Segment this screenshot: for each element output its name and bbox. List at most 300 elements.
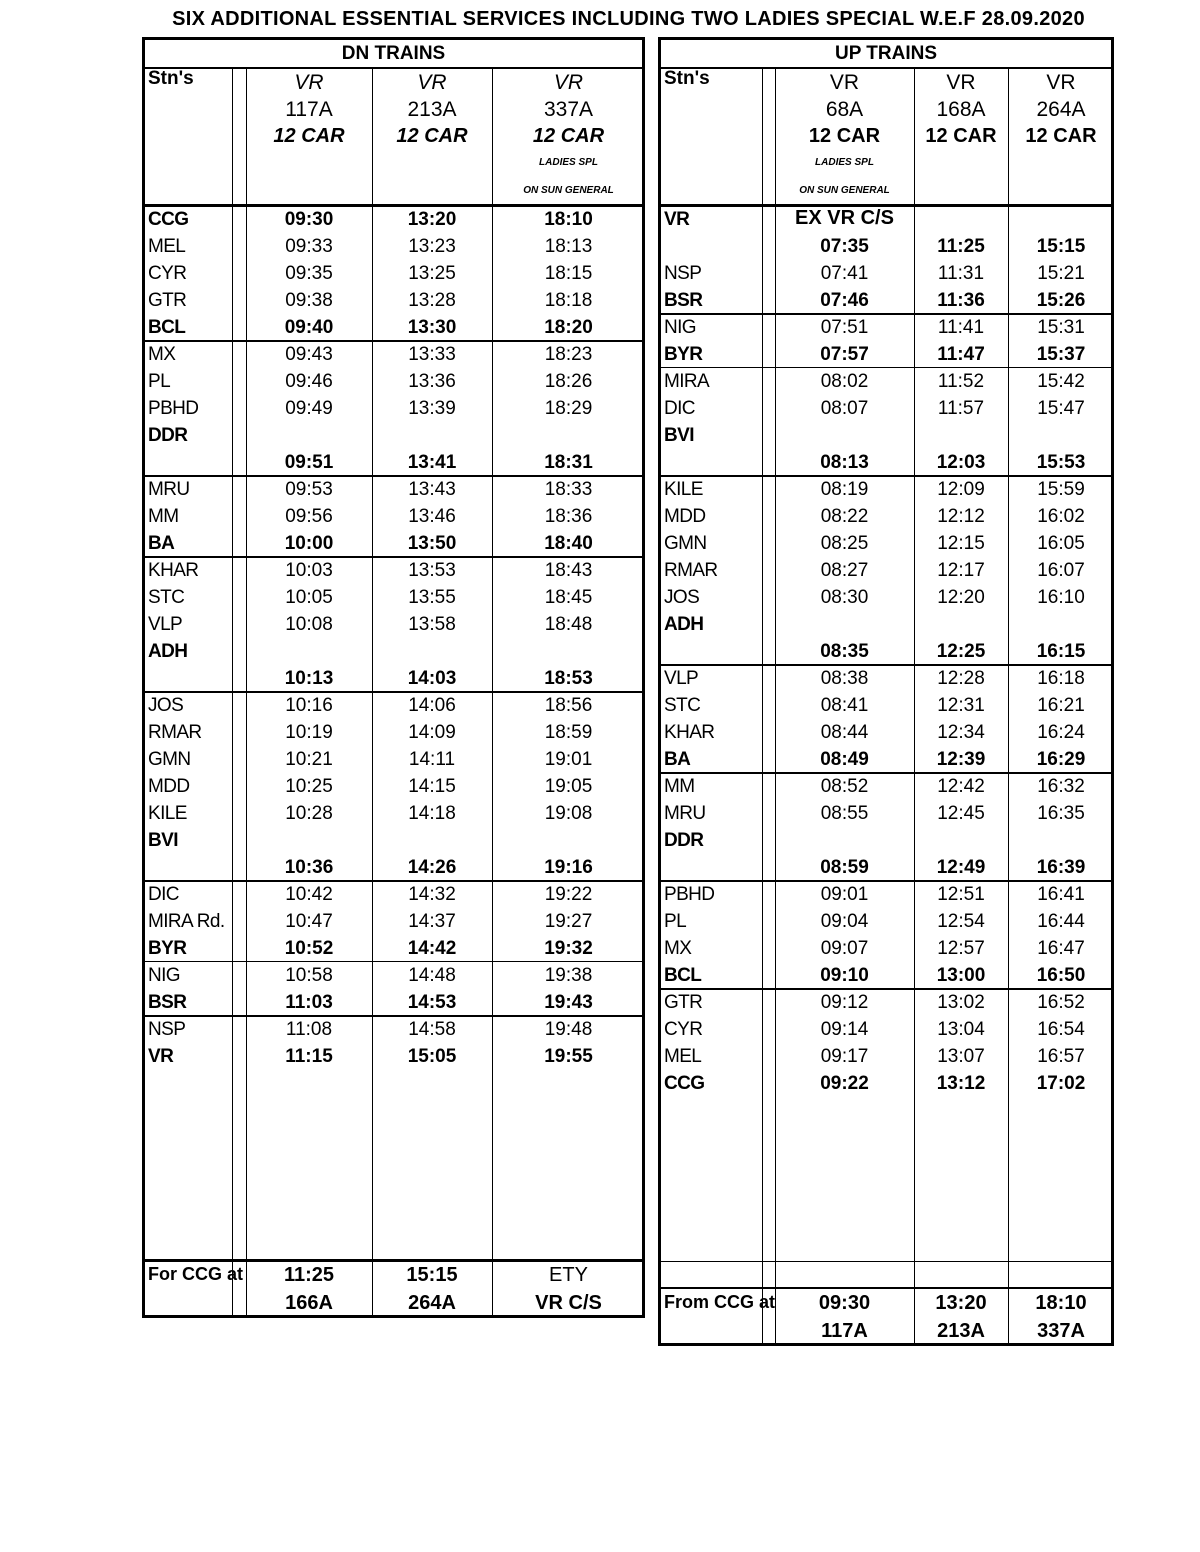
- dn-table-row: [145, 395, 642, 422]
- dn-departure-time: 18:18: [544, 290, 593, 311]
- dn-table-row: [145, 476, 642, 503]
- dn-departure-time: 09:40: [284, 317, 334, 338]
- up-station-name: MDD: [664, 506, 706, 527]
- dn-departure-time: 19:38: [544, 965, 593, 986]
- up-departure-time: 12:20: [937, 587, 985, 608]
- up-table-row: [661, 368, 1111, 395]
- dn-departure-time: 14:32: [408, 884, 456, 905]
- dn-table-row: [145, 962, 642, 989]
- dn-train-number: 117A: [285, 97, 333, 121]
- dn-departure-time: 14:48: [408, 965, 456, 986]
- dn-station-name: NSP: [148, 1019, 186, 1040]
- up-departure-time: 16:21: [1037, 695, 1085, 716]
- dn-departure-time: 09:53: [285, 479, 333, 500]
- dn-departure-time: 14:15: [408, 776, 456, 797]
- dn-table-row: [145, 719, 642, 746]
- dn-departure-time: 18:36: [544, 506, 593, 527]
- up-departure-time: 16:47: [1037, 938, 1085, 959]
- up-station-name: DIC: [664, 398, 695, 419]
- dn-departure-time: 11:03: [285, 992, 333, 1013]
- dn-station-name: NIG: [148, 965, 180, 986]
- dn-table-row: [145, 314, 642, 341]
- dn-station-name: PL: [148, 371, 171, 392]
- up-table-row: [661, 1070, 1111, 1097]
- dn-station-name: DDR: [148, 425, 188, 446]
- dn-departure-time: 09:33: [285, 236, 333, 257]
- up-departure-time: 16:24: [1037, 722, 1085, 743]
- up-train-origin: VR: [946, 71, 976, 94]
- up-departure-time: 11:41: [937, 317, 985, 338]
- dn-trains-table: [142, 37, 645, 1318]
- up-departure-time: 12:28: [937, 668, 985, 689]
- up-footer-time: 18:10: [1035, 1292, 1087, 1314]
- up-departure-time: 16:35: [1037, 803, 1085, 824]
- up-departure-time: 11:36: [937, 290, 985, 311]
- dn-departure-time: 10:25: [285, 776, 333, 797]
- dn-station-name: VLP: [148, 614, 183, 635]
- dn-departure-time: 09:43: [285, 344, 333, 365]
- dn-departure-time: 18:45: [544, 587, 593, 608]
- up-table-row: [661, 314, 1111, 341]
- up-departure-time: 11:47: [937, 344, 985, 365]
- dn-station-name: GMN: [148, 749, 191, 770]
- up-table-row: [661, 638, 1111, 665]
- dn-departure-time: 09:35: [285, 263, 333, 284]
- up-table-row: [661, 557, 1111, 584]
- up-departure-time: 13:04: [937, 1019, 985, 1040]
- up-footer-time: 13:20: [935, 1292, 987, 1314]
- dn-footer-times-row: [145, 1261, 642, 1289]
- dn-departure-time: 10:52: [284, 938, 334, 959]
- dn-table-row: [145, 1043, 642, 1070]
- dn-departure-time: 18:56: [544, 695, 593, 716]
- up-departure-time: 12:57: [937, 938, 985, 959]
- up-departure-time: 12:15: [937, 533, 985, 554]
- up-departure-time: 16:44: [1037, 911, 1085, 932]
- dn-station-name: DIC: [148, 884, 179, 905]
- up-train-origin: VR: [829, 71, 860, 94]
- dn-departure-time: 10:28: [285, 803, 333, 824]
- dn-departure-time: 09:56: [285, 506, 333, 527]
- up-table-row: [661, 449, 1111, 476]
- dn-departure-time: 19:16: [544, 857, 593, 878]
- up-departure-time: 12:54: [937, 911, 985, 932]
- dn-departure-time: 10:16: [285, 695, 333, 716]
- dn-footer-trains-row: [145, 1289, 642, 1317]
- up-trains-table: [658, 37, 1114, 1346]
- up-station-name: ADH: [664, 614, 704, 635]
- up-departure-time: 13:00: [936, 965, 986, 986]
- up-departure-time: 16:41: [1037, 884, 1085, 905]
- dn-departure-time: 19:22: [544, 884, 593, 905]
- dn-footer-label: For CCG at: [148, 1264, 244, 1284]
- dn-departure-time: 14:09: [408, 722, 456, 743]
- up-departure-time: 15:37: [1036, 344, 1086, 365]
- dn-station-name: MDD: [148, 776, 190, 797]
- dn-station-name: CCG: [148, 209, 189, 230]
- up-table-row: [661, 530, 1111, 557]
- up-station-name: BVI: [664, 425, 694, 446]
- up-departure-time: 07:57: [820, 344, 869, 365]
- dn-departure-time: 19:55: [544, 1046, 593, 1067]
- up-table-row: [661, 719, 1111, 746]
- dn-table-row: [145, 908, 642, 935]
- up-departure-time: 09:07: [820, 938, 869, 959]
- dn-departure-time: 10:21: [285, 749, 333, 770]
- dn-departure-time: 18:59: [544, 722, 593, 743]
- up-departure-time: 12:51: [937, 884, 985, 905]
- up-table-row: [661, 287, 1111, 314]
- up-footer-train-number: 117A: [821, 1320, 868, 1342]
- up-departure-time: 08:52: [820, 776, 869, 797]
- up-departure-time: 15:53: [1036, 452, 1086, 473]
- up-table-row: [661, 854, 1111, 881]
- dn-departure-time: 11:08: [285, 1019, 333, 1040]
- dn-station-name: CYR: [148, 263, 187, 284]
- up-departure-time: 08:27: [820, 560, 869, 581]
- dn-departure-time: 19:27: [544, 911, 593, 932]
- up-departure-time: 08:49: [820, 749, 869, 770]
- up-footer-trains-row: [661, 1317, 1111, 1345]
- dn-table-row: [145, 827, 642, 854]
- dn-departure-time: 10:58: [285, 965, 333, 986]
- dn-departure-time: 18:40: [544, 533, 593, 554]
- dn-departure-time: 10:42: [285, 884, 333, 905]
- up-footer-time: 09:30: [818, 1292, 871, 1314]
- dn-train-note-sunday: ON SUN GENERAL: [523, 184, 614, 196]
- dn-station-name: JOS: [148, 695, 184, 716]
- up-departure-time: 15:31: [1037, 317, 1085, 338]
- dn-table-row: [145, 989, 642, 1016]
- up-departure-time: 09:10: [820, 965, 869, 986]
- dn-departure-time: 14:03: [407, 668, 457, 689]
- up-departure-time: 12:09: [937, 479, 985, 500]
- dn-departure-time: 18:10: [544, 209, 593, 230]
- up-train-header-2: [914, 70, 1008, 150]
- up-station-name: JOS: [664, 587, 700, 608]
- up-station-name: DDR: [664, 830, 704, 851]
- up-departure-time: 08:44: [820, 722, 869, 743]
- dn-departure-time: 14:26: [407, 857, 457, 878]
- up-station-name: MM: [664, 776, 695, 797]
- dn-departure-time: 13:46: [408, 506, 456, 527]
- up-table-row: [661, 935, 1111, 962]
- dn-station-name: MX: [148, 344, 176, 365]
- dn-departure-time: 18:20: [544, 317, 593, 338]
- up-station-name: VR: [664, 209, 690, 230]
- up-departure-time: 17:02: [1036, 1073, 1086, 1094]
- up-trains-header: UP TRAINS: [661, 40, 1111, 69]
- dn-station-name: BSR: [148, 992, 187, 1013]
- dn-station-name: MIRA Rd.: [148, 911, 225, 932]
- up-station-name: KHAR: [664, 722, 715, 743]
- up-departure-time: 09:04: [820, 911, 869, 932]
- dn-train-number: 213A: [407, 97, 457, 121]
- up-table-row: [661, 503, 1111, 530]
- dn-departure-time: 13:33: [408, 344, 456, 365]
- dn-departure-time: 13:23: [408, 236, 456, 257]
- up-departure-time: 08:41: [820, 695, 869, 716]
- up-table-row: [661, 584, 1111, 611]
- dn-departure-time: 10:36: [284, 857, 334, 878]
- up-departure-time: 09:01: [820, 884, 869, 905]
- up-table-row: [661, 233, 1111, 260]
- dn-footer-train-number: 264A: [408, 1292, 456, 1314]
- up-departure-time: 12:42: [937, 776, 985, 797]
- up-departure-time: 07:51: [820, 317, 869, 338]
- up-table-row: [661, 341, 1111, 368]
- dn-table-row: [145, 1016, 642, 1043]
- dn-departure-time: 19:43: [544, 992, 593, 1013]
- up-table-row: [661, 206, 1111, 233]
- dn-station-name: STC: [148, 587, 185, 608]
- up-footer-label: From CCG at: [664, 1292, 776, 1312]
- up-departure-time: 08:30: [820, 587, 869, 608]
- dn-table-row: [145, 881, 642, 908]
- dn-departure-time: 14:42: [407, 938, 457, 959]
- dn-departure-time: 14:37: [408, 911, 456, 932]
- up-table-row: [661, 827, 1111, 854]
- up-station-name: PBHD: [664, 884, 715, 905]
- up-departure-time: 08:02: [820, 371, 869, 392]
- up-departure-time: 07:46: [820, 290, 869, 311]
- up-departure-time: 12:17: [937, 560, 985, 581]
- dn-footer-time: ETY: [549, 1264, 588, 1286]
- up-departure-time: 15:59: [1037, 479, 1085, 500]
- up-footer-times-row: [661, 1289, 1111, 1317]
- up-station-name: RMAR: [664, 560, 718, 581]
- up-table-row: [661, 476, 1111, 503]
- dn-departure-time: 19:08: [544, 803, 593, 824]
- dn-table-row: [145, 935, 642, 962]
- dn-table-row: [145, 692, 642, 719]
- dn-table-row: [145, 746, 642, 773]
- dn-train-cars: 12 CAR: [273, 125, 345, 147]
- dn-train-header-3: [492, 70, 645, 198]
- up-departure-time: 08:38: [820, 668, 869, 689]
- dn-departure-time: 10:19: [285, 722, 333, 743]
- dn-departure-time: 10:00: [284, 533, 334, 554]
- dn-station-name: BA: [148, 533, 175, 554]
- up-table-row: [661, 1016, 1111, 1043]
- up-table-row: [661, 692, 1111, 719]
- page-title: SIX ADDITIONAL ESSENTIAL SERVICES INCLUDING TWO LADIES SPECIAL W.E.F 28.09.2020: [172, 8, 1085, 30]
- up-train-cars: 12 CAR: [808, 125, 881, 147]
- dn-station-name: PBHD: [148, 398, 199, 419]
- dn-departure-time: 18:13: [544, 236, 593, 257]
- up-departure-time: 16:05: [1037, 533, 1085, 554]
- up-departure-time: 16:18: [1037, 668, 1085, 689]
- up-station-name: BCL: [664, 965, 702, 986]
- dn-departure-time: 11:15: [285, 1046, 333, 1067]
- up-station-name: BYR: [664, 344, 703, 365]
- dn-departure-time: 13:50: [407, 533, 457, 554]
- dn-trains-header: DN TRAINS: [145, 40, 642, 69]
- up-station-name: NSP: [664, 263, 702, 284]
- dn-table-row: [145, 422, 642, 449]
- up-table-row: [661, 395, 1111, 422]
- dn-station-name: KILE: [148, 803, 187, 824]
- up-station-name: MRU: [664, 803, 706, 824]
- up-departure-time: 08:25: [820, 533, 869, 554]
- up-table-row: [661, 908, 1111, 935]
- up-departure-time: 12:03: [936, 452, 986, 473]
- up-departure-time: 16:57: [1037, 1046, 1085, 1067]
- up-station-name: KILE: [664, 479, 703, 500]
- dn-departure-time: 13:43: [408, 479, 456, 500]
- up-departure-time: 08:19: [820, 479, 869, 500]
- up-table-row: [661, 800, 1111, 827]
- up-departure-time: 07:41: [820, 263, 869, 284]
- dn-station-name: GTR: [148, 290, 187, 311]
- up-departure-time: 12:12: [937, 506, 985, 527]
- up-footer-train-number: 337A: [1037, 1320, 1085, 1342]
- dn-departure-time: 18:15: [544, 263, 593, 284]
- up-stn-column-header: Stn's: [664, 68, 710, 89]
- dn-departure-time: 18:33: [544, 479, 593, 500]
- dn-departure-time: 19:48: [544, 1019, 593, 1040]
- dn-departure-time: 13:36: [408, 371, 456, 392]
- dn-train-origin: VR: [553, 71, 584, 94]
- up-departure-time: 08:35: [820, 641, 869, 662]
- dn-departure-time: 18:31: [544, 452, 593, 473]
- dn-station-name: MRU: [148, 479, 190, 500]
- dn-train-origin: VR: [417, 71, 447, 94]
- up-departure-time: 08:55: [820, 803, 869, 824]
- up-station-name: PL: [664, 911, 687, 932]
- up-train-note-ladies: LADIES SPL: [815, 156, 874, 168]
- up-departure-time: 16:29: [1036, 749, 1086, 770]
- dn-departure-time: 19:05: [544, 776, 593, 797]
- up-departure-time: 16:52: [1037, 992, 1085, 1013]
- dn-departure-time: 13:30: [407, 317, 457, 338]
- up-departure-time: 16:07: [1037, 560, 1085, 581]
- up-departure-time: 12:34: [937, 722, 985, 743]
- up-train-cars: 12 CAR: [925, 125, 997, 147]
- dn-train-cars: 12 CAR: [532, 125, 605, 147]
- dn-departure-time: 09:49: [285, 398, 333, 419]
- up-departure-time: 16:15: [1036, 641, 1086, 662]
- dn-departure-time: 10:05: [285, 587, 333, 608]
- dn-departure-time: 18:23: [544, 344, 593, 365]
- dn-table-row: [145, 260, 642, 287]
- up-departure-time: 15:21: [1037, 263, 1085, 284]
- dn-table-row: [145, 206, 642, 233]
- up-train-origin: VR: [1046, 71, 1076, 94]
- up-departure-time: 08:22: [820, 506, 869, 527]
- dn-departure-time: 13:28: [408, 290, 456, 311]
- up-departure-time: 16:02: [1037, 506, 1085, 527]
- dn-departure-time: 19:01: [544, 749, 593, 770]
- up-station-name: GTR: [664, 992, 703, 1013]
- dn-table-row: [145, 368, 642, 395]
- dn-departure-time: 18:48: [544, 614, 593, 635]
- dn-table-row: [145, 233, 642, 260]
- up-table-row: [661, 773, 1111, 800]
- dn-station-name: RMAR: [148, 722, 202, 743]
- up-station-name: MEL: [664, 1046, 702, 1067]
- up-station-name: CCG: [664, 1073, 705, 1094]
- up-departure-time: 15:26: [1036, 290, 1086, 311]
- up-departure-time: 16:50: [1036, 965, 1086, 986]
- dn-table-row: [145, 557, 642, 584]
- dn-departure-time: 13:25: [408, 263, 456, 284]
- up-train-header-1: [775, 70, 914, 198]
- dn-station-name: BVI: [148, 830, 178, 851]
- dn-table-row: [145, 449, 642, 476]
- dn-departure-time: 14:58: [408, 1019, 456, 1040]
- up-departure-time: 11:52: [937, 371, 985, 392]
- up-footer-train-number: 213A: [937, 1320, 985, 1342]
- dn-train-origin: VR: [294, 71, 324, 94]
- up-table-row: [661, 611, 1111, 638]
- dn-departure-time: 10:47: [285, 911, 333, 932]
- dn-departure-time: 15:05: [407, 1046, 457, 1067]
- up-departure-time: 13:07: [937, 1046, 985, 1067]
- up-table-row: [661, 1043, 1111, 1070]
- up-train-note-sunday: ON SUN GENERAL: [799, 184, 890, 196]
- up-departure-time: 11:25: [937, 236, 985, 257]
- dn-table-row: [145, 530, 642, 557]
- dn-departure-time: 18:26: [544, 371, 593, 392]
- up-departure-time: 12:39: [936, 749, 986, 770]
- up-table-row: [661, 989, 1111, 1016]
- dn-train-note-ladies: LADIES SPL: [539, 156, 598, 168]
- up-departure-time: 12:45: [937, 803, 985, 824]
- dn-departure-time: 09:30: [284, 209, 334, 230]
- up-table-row: [661, 422, 1111, 449]
- dn-footer-train-number: 166A: [285, 1292, 333, 1314]
- dn-departure-time: 13:20: [407, 209, 457, 230]
- dn-departure-time: 19:32: [544, 938, 593, 959]
- up-train-cars: 12 CAR: [1025, 125, 1097, 147]
- dn-departure-time: 18:29: [544, 398, 593, 419]
- dn-stn-column-header: Stn's: [148, 68, 194, 89]
- dn-departure-time: 18:53: [544, 668, 593, 689]
- dn-departure-time: 13:58: [408, 614, 456, 635]
- up-train-number: 68A: [825, 97, 864, 121]
- dn-departure-time: 18:43: [544, 560, 593, 581]
- up-departure-time: 16:39: [1036, 857, 1086, 878]
- up-station-name: MX: [664, 938, 692, 959]
- dn-station-name: VR: [148, 1046, 174, 1067]
- up-departure-time: 15:47: [1037, 398, 1085, 419]
- up-departure-time: 07:35: [820, 236, 869, 257]
- up-departure-time: 08:07: [820, 398, 869, 419]
- up-station-name: MIRA: [664, 371, 710, 392]
- dn-train-number: 337A: [543, 97, 594, 121]
- dn-table-row: [145, 503, 642, 530]
- dn-train-header-1: [246, 70, 372, 150]
- dn-departure-time: 13:53: [408, 560, 456, 581]
- dn-table-row: [145, 611, 642, 638]
- dn-departure-time: 09:38: [285, 290, 333, 311]
- up-departure-time: 09:17: [820, 1046, 869, 1067]
- dn-table-row: [145, 665, 642, 692]
- dn-departure-time: 13:55: [408, 587, 456, 608]
- up-train-number: 264A: [1036, 97, 1086, 121]
- dn-station-name: BYR: [148, 938, 187, 959]
- up-table-row: [661, 962, 1111, 989]
- dn-table-row: [145, 854, 642, 881]
- dn-table-row: [145, 638, 642, 665]
- dn-departure-time: 09:46: [285, 371, 333, 392]
- dn-station-name: ADH: [148, 641, 188, 662]
- dn-departure-time: 09:51: [284, 452, 334, 473]
- up-departure-time: 09:14: [820, 1019, 869, 1040]
- dn-departure-time: 14:18: [408, 803, 456, 824]
- dn-station-name: KHAR: [148, 560, 199, 581]
